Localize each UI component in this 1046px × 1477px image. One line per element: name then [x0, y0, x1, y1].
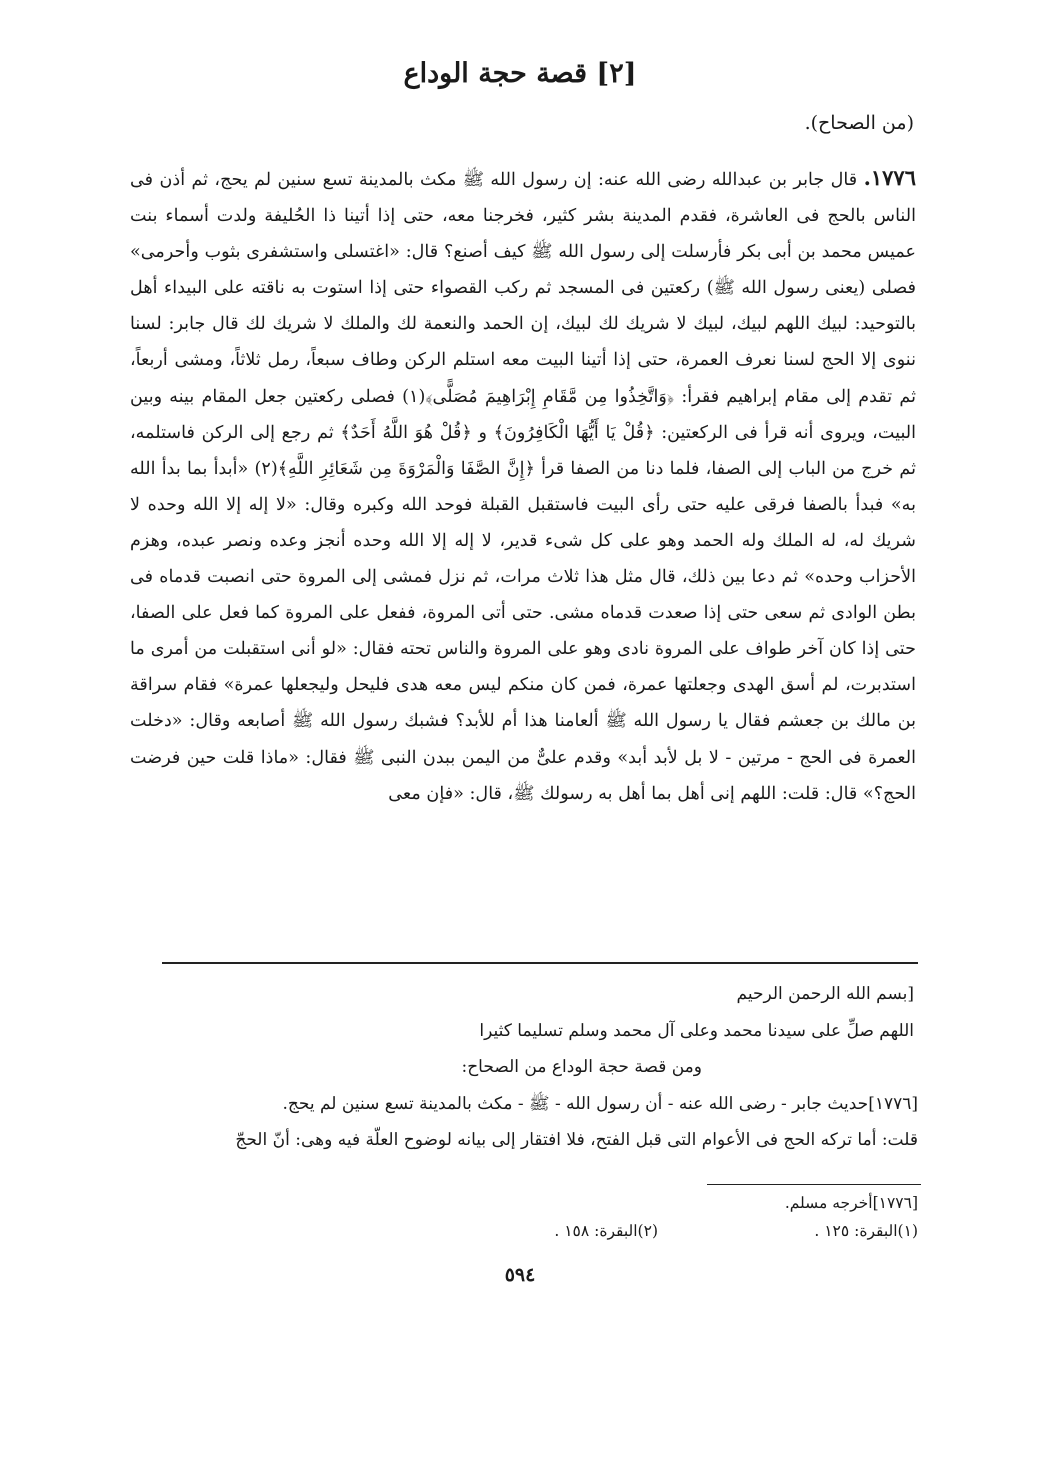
- footnote-2: (٢)البقرة: ١٥٨ .: [554, 1222, 658, 1240]
- commentary-section: [138, 976, 918, 1159]
- commentary-salat: اللهم صلِّ على سيدنا محمد وعلى آل محمد وسلم تسليما كثيرا: [479, 1020, 914, 1041]
- commentary-basmala: [بسم الله الرحمن الرحيم: [736, 984, 914, 1004]
- commentary-intro: ومن قصة حجة الوداع من الصحاح:: [461, 1057, 702, 1077]
- footnote-1: (١)البقرة: ١٢٥ .: [814, 1222, 918, 1240]
- footnote-row: [318, 1222, 918, 1240]
- hadith-text: قال جابر بن عبدالله رضى الله عنه: إن رسول الله ﷺ مكث بالمدينة تسع سنين لم يحج، ثم أذن فى الناس بالحج فى العاشرة، فقدم المدينة بشر كثير، فخرجنا معه، حتى إذا أتينا ذا الحُليفة ولدت أسماء بنت عميس محمد بن أبى بكر فأرسلت إلى رسول الله ﷺ كيف أصنع؟ قال: «اغتسلى واستشفرى بثوب وأحرمى» فصلى (يعنى رسول الله ﷺ) ركعتين فى المسجد ثم ركب القصواء حتى إذا استوت به ناقته على البيداء أهل بالتوحيد: لبيك اللهم لبيك، لبيك لا شريك لك لبيك، إن الحمد والنعمة لك والملك لا شريك لك قال جابر: لسنا ننوى إلا الحج لسنا نعرف العمرة، حتى إذا أتينا البيت معه استلم الركن وطاف سبعاً، رمل ثلاثاً، ومشى أربعاً، ثم تقدم إلى مقام إبراهيم فقرأ: ﴿وَاتَّخِذُوا مِن مَّقَامِ إِبْرَاهِيمَ مُصَلًّى﴾(١) فصلى ركعتين جعل المقام بينه وبين البيت، ويروى أنه قرأ فى الركعتين: ﴿قُلْ يَا أَيُّهَا الْكَافِرُونَ﴾ و ﴿قُلْ هُوَ اللَّهُ أَحَدٌ﴾ ثم رجع إلى الركن فاستلمه، ثم خرج من الباب إلى الصفا، فلما دنا من الصفا قرأ ﴿إِنَّ الصَّفَا وَالْمَرْوَةَ مِن شَعَائِرِ اللَّهِ﴾(٢) «أبدأ بما بدأ الله به» فبدأ بالصفا فرقى عليه حتى رأى البيت فاستقبل القبلة فوحد الله وكبره وقال: «لا إله إلا الله وحده لا شريك له، له الملك وله الحمد وهو على كل شىء قدير، لا إله إلا الله وحده أنجز وعده ونصر عبده، وهزم الأحزاب وحده» ثم دعا بين ذلك، قال مثل هذا ثلاث مرات، ثم نزل فمشى إلى المروة حتى انصبت قدماه فى بطن الوادى ثم سعى حتى إذا صعدت قدماه مشى. حتى أتى المروة، ففعل على المروة كما فعل على الصفا، حتى إذا كان آخر طواف على المروة نادى وهو على المروة والناس تحته فقال: «لو أنى استقبلت من أمرى ما استدبرت، لم أسق الهدى وجعلتها عمرة، فمن كان منكم ليس معه هدى فليحل وليجعلها عمرة» فقام سراقة بن مالك بن جعشم فقال يا رسول الله ﷺ ألعامنا هذا أم للأبد؟ فشبك رسول الله ﷺ أصابعه وقال: «دخلت العمرة فى الحج - مرتين - لا بل لأبد أبد» وقدم علىٌّ من اليمن ببدن النبى ﷺ فقال: «ماذا قلت حين فرضت الحج؟» قال: قلت: اللهم إنى أهل بما أهل به رسولك ﷺ، قال: «فإن معى: [130, 170, 916, 804]
- footnote-takhrij: [١٧٧٦]أخرجه مسلم.: [784, 1194, 918, 1212]
- source-note: (من الصحاح).: [804, 112, 914, 134]
- page-number: ٥٩٤: [504, 1264, 536, 1286]
- chapter-title: [٢] قصة حجة الوداع: [403, 58, 637, 89]
- commentary-hadith-ref: [١٧٧٦]حديث جابر - رضى الله عنه - أن رسول الله - ﷺ - مكث بالمدينة تسع سنين لم يحج.: [282, 1093, 918, 1114]
- hadith-body: [130, 160, 916, 812]
- commentary-note: قلت: أما تركه الحج فى الأعوام التى قبل الفتح، فلا افتقار إلى بيانه لوضوح العلّة فيه وهى: أنّ الحجّ: [235, 1130, 918, 1150]
- separator-rule: [162, 962, 918, 964]
- hadith-number: ١٧٧٦.: [863, 165, 916, 190]
- hadith-paragraph: [130, 160, 916, 812]
- footnote-rule: [707, 1184, 921, 1185]
